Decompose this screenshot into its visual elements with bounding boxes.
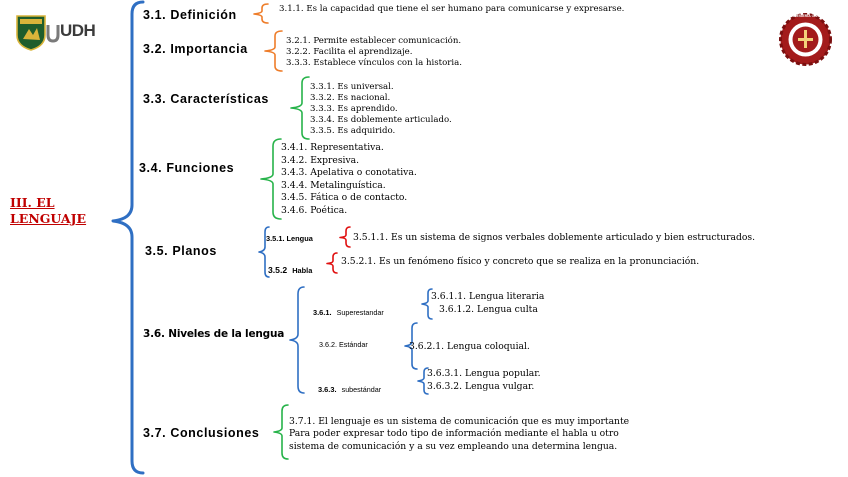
nivel-estandar-label: 3.6.2. Estándar [319, 340, 368, 349]
heading-conclusiones: 3.7. Conclusiones [143, 426, 260, 440]
definicion-item: 3.1.1. Es la capacidad que tiene el ser humano para comunicarse y expresarse. [279, 4, 625, 14]
brace-habla [325, 252, 339, 274]
nivel-superestandar-num: 3.6.1. [313, 308, 332, 317]
funciones-list [281, 142, 417, 218]
brace-niveles [288, 286, 306, 394]
plano-lengua-item: 3.5.1.1. Es un sistema de signos verbales doblemente articulado y bien estructurados. [353, 232, 756, 243]
superestandar-item: 3.6.1.1. Lengua literaria [431, 291, 545, 302]
brace-funciones [253, 138, 283, 220]
funciones-item: 3.4.1. Representativa. [281, 142, 384, 153]
conclusiones-line: sistema de comunicación y a su vez empleando una determina lengua. [289, 440, 618, 452]
heading-definicion: 3.1. Definición [143, 8, 237, 22]
caracteristicas-item: 3.3.1. Es universal. [310, 82, 394, 92]
importancia-item: 3.2.2. Facilita el aprendizaje. [286, 47, 413, 57]
heading-importancia: 3.2. Importancia [143, 42, 248, 56]
brace-lengua [338, 226, 352, 248]
brace-definicion [250, 3, 270, 23]
plano-lengua-label: 3.5.1. Lengua [266, 234, 313, 243]
main-brace [105, 0, 145, 477]
plano-habla-text: Habla [292, 266, 313, 275]
heading-niveles: 3.6. Niveles de la lengua [143, 328, 285, 340]
heading-planos: 3.5. Planos [145, 244, 217, 258]
funciones-item: 3.4.2. Expresiva. [281, 154, 360, 166]
superestandar-item: 3.6.1.2. Lengua culta [439, 303, 538, 315]
funciones-item: 3.4.6. Poética. [281, 204, 348, 216]
subestandar-item: 3.6.3.1. Lengua popular. [427, 368, 541, 379]
subestandar-list [427, 368, 541, 393]
main-title-line2: LENGUAJE [10, 211, 87, 226]
nivel-superestandar-text: Superestandar [336, 308, 384, 317]
funciones-item: 3.4.4. Metalinguística. [281, 179, 386, 191]
heading-caracteristicas: 3.3. Características [143, 92, 269, 106]
plano-habla-label [268, 258, 312, 277]
superestandar-list [431, 291, 544, 316]
caracteristicas-item: 3.3.3. Es aprendido. [310, 104, 398, 114]
funciones-item: 3.4.3. Apelativa o conotativa. [281, 167, 417, 179]
ingenieria-civil-logo [778, 12, 833, 67]
caracteristicas-item: 3.3.5. Es adquirido. [310, 126, 396, 136]
importancia-item: 3.3.3. Establece vínculos con la historia. [286, 58, 462, 68]
conclusiones-line: Para poder expresar todo tipo de información mediante el habla u otro [289, 428, 619, 440]
subestandar-item: 3.6.3.2. Lengua vulgar. [427, 380, 535, 392]
caracteristicas-list [310, 82, 452, 137]
plano-habla-item: 3.5.2.1. Es un fenómeno físico y concreto que se realiza en la pronunciación. [341, 256, 700, 267]
main-title-line1: III. EL [10, 195, 55, 210]
conclusiones-line: 3.7.1. El lenguaje es un sistema de comunicación que es muy importante [289, 416, 630, 427]
nivel-subestandar-label [318, 377, 381, 396]
funciones-item: 3.4.5. Fática o de contacto. [281, 192, 408, 204]
udh-logo [15, 13, 95, 51]
brace-importancia [258, 30, 284, 72]
ingenieria-civil-logo-text: INGENIERÍA CIVIL [790, 14, 821, 18]
importancia-item: 3.2.1. Permite establecer comunicación. [286, 36, 462, 46]
brace-conclusiones [270, 404, 290, 460]
caracteristicas-item: 3.3.4. Es doblemente articulado. [310, 115, 452, 125]
main-title [10, 195, 86, 227]
estandar-item: 3.6.2.1. Lengua coloquial. [409, 341, 530, 352]
plano-habla-num: 3.5.2 [268, 265, 288, 275]
heading-funciones: 3.4. Funciones [139, 161, 235, 175]
conclusiones-text [289, 416, 629, 453]
nivel-subestandar-num: 3.6.3. [318, 385, 337, 394]
nivel-subestandar-text: subestándar [341, 385, 382, 394]
nivel-superestandar-label [313, 300, 384, 319]
brace-caracteristicas [283, 76, 311, 140]
udh-logo-text: UDH [60, 21, 96, 40]
importancia-list [286, 36, 462, 69]
caracteristicas-item: 3.3.2. Es nacional. [310, 93, 391, 103]
